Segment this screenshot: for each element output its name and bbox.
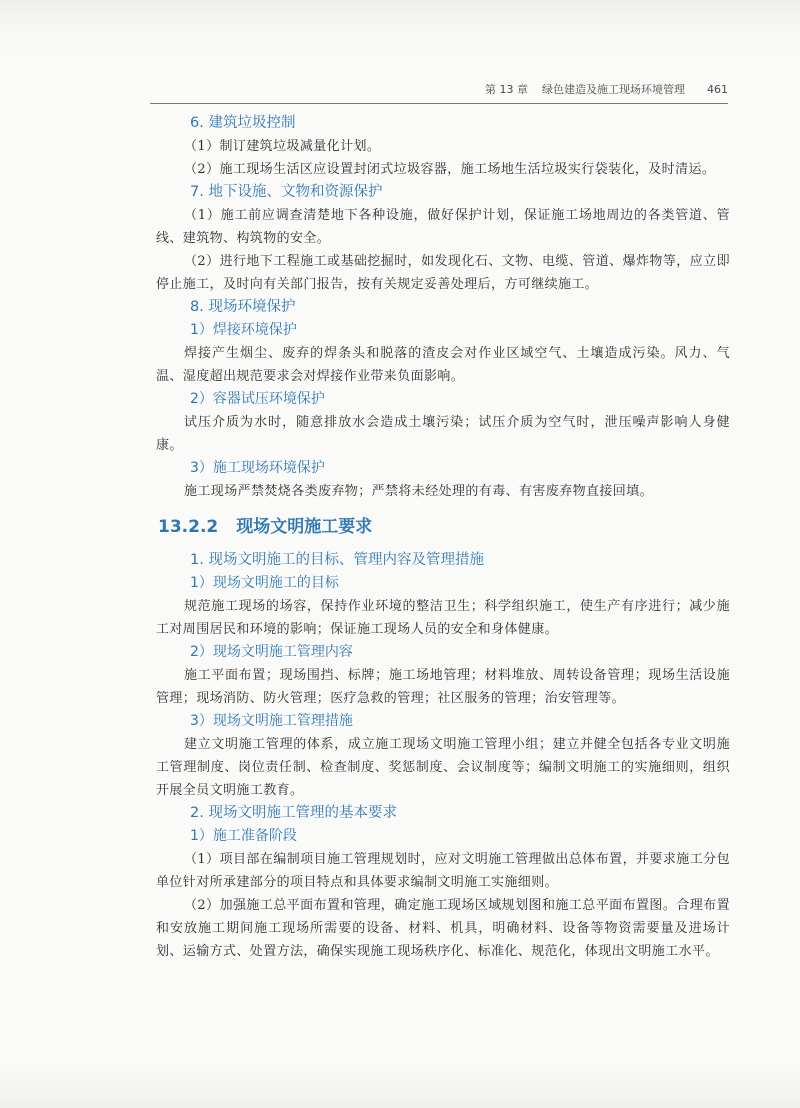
sub-subsection-heading: 2）容器试压环境保护	[190, 391, 325, 407]
paragraph: 施工现场严禁焚烧各类废弃物；严禁将未经处理的有毒、有害废弃物直接回填。	[184, 484, 654, 499]
paragraph: （1）项目部在编制项目施工管理规划时，应对文明施工管理做出总体布置，并要求施工分包单位针对所承建部分的项目特点和具体要求编制文明施工实施细则。	[156, 852, 730, 890]
subsection-heading: 6. 建筑垃圾控制	[190, 115, 296, 131]
sub-subsection-heading: 3）施工现场环境保护	[190, 460, 325, 476]
sub-subsection-heading: 1）现场文明施工的目标	[190, 575, 339, 591]
header-title: 绿色建造及施工现场环境管理	[542, 83, 685, 96]
section-title: 现场文明施工要求	[236, 517, 373, 537]
paragraph: 规范施工现场的场容，保持作业环境的整洁卫生；科学组织施工，使生产有序进行；减少施工对周围居民和环境的影响；保证施工现场人员的安全和身体健康。	[156, 599, 730, 637]
paragraph: 建立文明施工管理的体系，成立施工现场文明施工管理小组；建立并健全包括各专业文明施工管理制度、岗位责任制、检查制度、奖惩制度、会议制度等；编制文明施工的实施细则，组织开展全员文明施工教育。	[156, 737, 730, 798]
sub-subsection-heading: 1）施工准备阶段	[190, 828, 297, 844]
paragraph: （2）进行地下工程施工或基础挖掘时，如发现化石、文物、电缆、管道、爆炸物等，应立即停止施工，及时向有关部门报告，按有关规定妥善处理后，方可继续施工。	[156, 254, 730, 292]
paragraph: （1）施工前应调查清楚地下各种设施，做好保护计划，保证施工场地周边的各类管道、管线、建筑物、构筑物的安全。	[156, 208, 730, 246]
sub-subsection-heading: 3）现场文明施工管理措施	[190, 713, 353, 729]
page-body	[156, 112, 730, 963]
subsection-heading: 7. 地下设施、文物和资源保护	[190, 184, 383, 200]
paragraph: 焊接产生烟尘、废弃的焊条头和脱落的渣皮会对作业区域空气、土壤造成污染。风力、气温、湿度超出规范要求会对焊接作业带来负面影响。	[156, 346, 730, 384]
sub-subsection-heading: 1）焊接环境保护	[190, 322, 297, 338]
paragraph: （2）加强施工总平面布置和管理，确定施工现场区域规划图和施工总平面布置图。合理布置和安放施工期间施工现场所需要的设备、材料、机具，明确材料、设备等物资需要量及进场计划、运输方式、处置方法，确保实现施工现场秩序化、标准化、规范化，体现出文明施工水平。	[156, 898, 730, 959]
paragraph: （1）制订建筑垃圾减量化计划。	[184, 139, 381, 154]
paragraph: 施工平面布置；现场围挡、标牌；施工场地管理；材料堆放、周转设备管理；现场生活设施管理；现场消防、防火管理；医疗急救的管理；社区服务的管理；治安管理等。	[156, 668, 730, 706]
page-number: 461	[707, 82, 728, 96]
running-header	[150, 78, 728, 104]
sub-subsection-heading: 2）现场文明施工管理内容	[190, 644, 353, 660]
section-number: 13.2.2	[158, 517, 219, 537]
section-heading	[158, 513, 730, 541]
subsection-heading: 8. 现场环境保护	[190, 299, 296, 315]
paragraph: 试压介质为水时，随意排放水会造成土壤污染；试压介质为空气时，泄压噪声影响人身健康。	[156, 415, 730, 453]
subsection-heading: 1. 现场文明施工的目标、管理内容及管理措施	[190, 552, 484, 568]
paragraph: （2）施工现场生活区应设置封闭式垃圾容器，施工场地生活垃圾实行袋装化，及时清运。	[184, 162, 716, 177]
header-chapter: 第 13 章	[485, 83, 528, 96]
subsection-heading: 2. 现场文明施工管理的基本要求	[190, 805, 397, 821]
